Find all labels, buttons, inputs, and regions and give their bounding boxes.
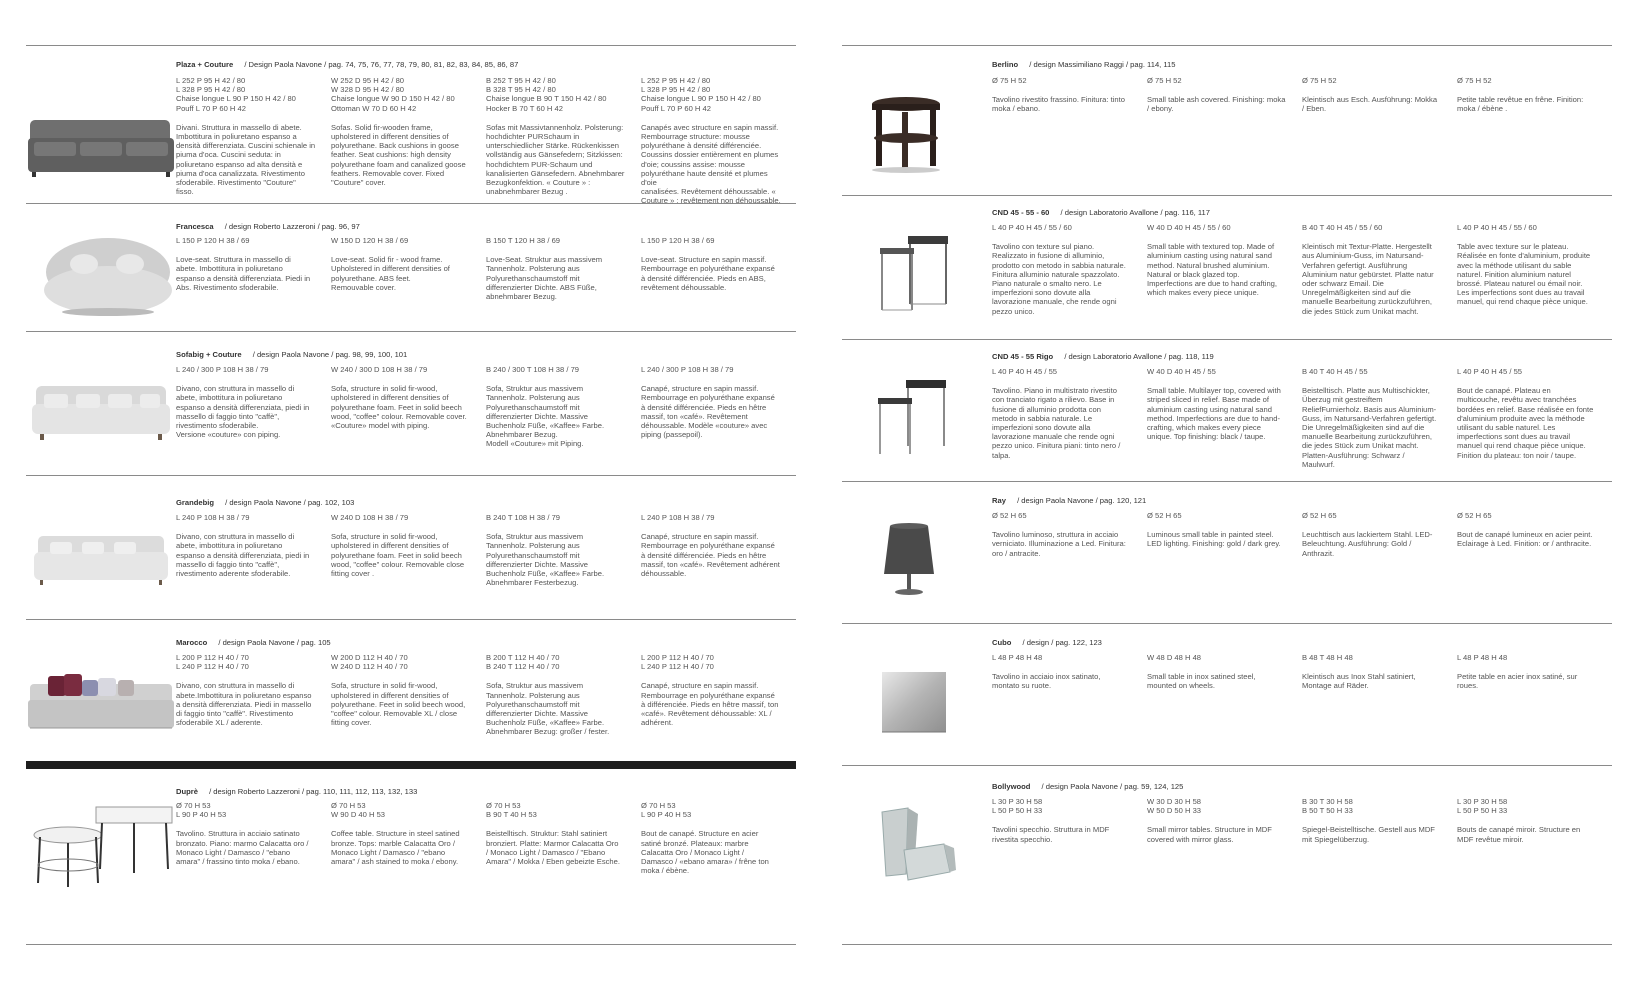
product-design: / design Paola Navone / pag. 105 bbox=[218, 638, 331, 647]
dimensions: L 200 P 112 H 40 / 70 L 240 P 112 H 40 / 70 bbox=[176, 653, 249, 672]
description: Tavolino con texture sul piano. Realizzato in fusione di alluminio, prodotto con metodo in sabbia naturale. Finitura alluminio naturale spazzolato. Piano naturale o smalto nero. Le imperfezioni sono dovute alla lavorazione manuale, che rende ogni pezzo unico. bbox=[992, 242, 1126, 316]
dimensions: B 48 T 48 H 48 bbox=[1302, 653, 1353, 662]
column-en bbox=[1147, 76, 1289, 114]
dimensions: Ø 70 H 53 L 90 P 40 H 53 bbox=[641, 801, 692, 820]
column-fr bbox=[1457, 76, 1599, 114]
product-name: Marocco bbox=[176, 638, 208, 647]
column-de bbox=[486, 76, 628, 196]
dimensions: L 48 P 48 H 48 bbox=[992, 653, 1043, 662]
dimensions: Ø 70 H 53 B 90 T 40 H 53 bbox=[486, 801, 537, 820]
product-name: CND 45 - 55 Rigo bbox=[992, 352, 1054, 361]
product-name: Bollywood bbox=[992, 782, 1031, 791]
dimensions: W 150 D 120 H 38 / 69 bbox=[331, 236, 409, 245]
dimensions: L 252 P 95 H 42 / 80 L 328 P 95 H 42 / 80 Chaise longue L 90 P 150 H 42 / 80 Pouff L 70 P 60 H 42 bbox=[176, 76, 296, 113]
description: Small table. Multilayer top, covered with striped sliced in relief. Base made of aluminium casting using natural sand method. Imperfections are due to hand- crafting, which makes every piece unique. Top finishing: black / taupe. bbox=[1147, 386, 1281, 442]
column-en bbox=[331, 513, 473, 578]
dimensions: W 240 / 300 D 108 H 38 / 79 bbox=[331, 365, 428, 374]
description: Small mirror tables. Structure in MDF covered with mirror glass. bbox=[1147, 825, 1272, 844]
dimensions: W 48 D 48 H 48 bbox=[1147, 653, 1202, 662]
column-it bbox=[176, 653, 318, 727]
column-en bbox=[1147, 653, 1289, 691]
column-en bbox=[1147, 367, 1289, 441]
sofabig-icon bbox=[26, 354, 176, 464]
description: Love-seat. Structure en sapin massif. Rembourrage en polyuréthane expansé à densité différenciée. Pieds en ABS, revêtement déhoussable. bbox=[641, 255, 775, 292]
description: Tavolino. Piano in multistrato rivestito con tranciato rigato a rilievo. Base in fusione di alluminio prodotta con metodo in sabbia naturale. Le imperfezioni sono dovute alla lavorazione manuale che rende ogni pezzo unico. Finitura piani: tinto nero / talpa. bbox=[992, 386, 1121, 460]
product-ray bbox=[842, 481, 1612, 624]
description: Petite table revêtue en frêne. Finition: moka / ébène . bbox=[1457, 95, 1584, 114]
product-name: Francesca bbox=[176, 222, 214, 231]
description: Love-Seat. Struktur aus massivem Tannenholz. Polsterung aus Polyurethanschaumstoff mit differenzierter Dichte. ABS Füße, abnehmbarer Bezug. bbox=[486, 255, 603, 302]
description: Leuchttisch aus lackiertem Stahl. LED- Beleuchtung. Ausführung: Gold / Anthrazit. bbox=[1302, 530, 1433, 558]
dimensions: B 200 T 112 H 40 / 70 B 240 T 112 H 40 / 70 bbox=[486, 653, 560, 672]
product-design: / design Paola Navone / pag. 102, 103 bbox=[225, 498, 355, 507]
description: Canapé, structure en sapin massif. Rembourrage en polyuréthane expansé à différenciée. Pieds en hêtre massif, ton «café». Revêtement déhoussable: XL / adhérent. bbox=[641, 681, 779, 728]
product-title bbox=[992, 60, 1176, 69]
product-design: / design Paola Navone / pag. 120, 121 bbox=[1017, 496, 1147, 505]
description: Sofa, structure in solid fir-wood, upholstered in different densities of polyurethane foam. Feet in solid beech wood, "coffee" colour. Removable cover. «Couture» model with piping. bbox=[331, 384, 467, 431]
page-bottom-rule bbox=[26, 944, 796, 945]
column-de bbox=[1302, 653, 1444, 691]
marocco-icon bbox=[26, 644, 176, 754]
description: Canapé, structure en sapin massif. Rembourrage en polyuréthane expansé à densité différenciée. Pieds en hêtre massif, ton «café». Revêtement adhérent déhoussable. bbox=[641, 532, 780, 579]
product-name: Plaza + Couture bbox=[176, 60, 234, 69]
description: Sofa, structure in solid fir-wood, upholstered in different densities of polyurethane. Feet in solid beech wood, "coffee" colour. Removable XL / close fitting cover. bbox=[331, 681, 466, 728]
dimensions: L 40 P 40 H 45 / 55 bbox=[992, 367, 1058, 376]
column-de bbox=[1302, 76, 1444, 114]
product-berlino bbox=[842, 45, 1612, 196]
dimensions: L 40 P 40 H 45 / 55 / 60 bbox=[1457, 223, 1537, 232]
description: Sofas. Solid fir-wooden frame, upholstered in different densities of polyurethane. Back cushions in goose feather. Seat cushions: high density polyurethane foam and canalized goose feathers. Removable cover. Fixed "Couture" cover. bbox=[331, 122, 466, 188]
column-it bbox=[992, 797, 1134, 844]
description: Coffee table. Structure in steel satined bronze. Tops: marble Calacatta Oro / Monaco Light / Damasco / "ebano amara" / ash stained to moka / ebony. bbox=[331, 829, 460, 867]
product-bollywood bbox=[842, 765, 1612, 908]
description: Small table in inox satined steel, mounted on wheels. bbox=[1147, 672, 1256, 691]
column-en bbox=[331, 365, 473, 430]
dimensions: L 240 / 300 P 108 H 38 / 79 bbox=[176, 365, 269, 374]
product-marocco bbox=[26, 619, 796, 762]
column-de bbox=[1302, 797, 1444, 844]
cubo-icon bbox=[842, 646, 992, 756]
loveseat-icon bbox=[26, 224, 176, 334]
description: Love-seat. Struttura in massello di abete. Imbottitura in poliuretano espanso a densità differenziata. Piedi in Abs. Rivestimento sfoderabile. bbox=[176, 255, 311, 292]
description: Tavolini specchio. Struttura in MDF rivestita specchio. bbox=[992, 825, 1110, 844]
description: Tavolino in acciaio inox satinato, montato su ruote. bbox=[992, 672, 1101, 691]
product-title bbox=[992, 638, 1102, 647]
product-grandebig bbox=[26, 475, 796, 620]
description: Divano, con struttura in massello di abete, imbottitura in poliuretano espanso a densità differenziata, piedi in massello di faggio tinto "caffè", rivestimento aderente sfoderabile. bbox=[176, 532, 310, 579]
column-it bbox=[176, 365, 318, 439]
column-fr bbox=[641, 513, 783, 578]
dimensions: B 240 T 108 H 38 / 79 bbox=[486, 513, 561, 522]
column-en bbox=[1147, 511, 1289, 549]
column-fr bbox=[641, 801, 783, 875]
dimensions: Ø 52 H 65 bbox=[1147, 511, 1182, 520]
dimensions: L 240 P 108 H 38 / 79 bbox=[641, 513, 715, 522]
product-title bbox=[176, 638, 331, 647]
description: Petite table en acier inox satiné, sur roues. bbox=[1457, 672, 1578, 691]
dimensions: Ø 52 H 65 bbox=[1302, 511, 1337, 520]
column-de bbox=[486, 653, 628, 737]
dimensions: Ø 75 H 52 bbox=[1147, 76, 1182, 85]
product-cnd-45-55-60 bbox=[842, 195, 1612, 340]
dimensions: Ø 75 H 52 bbox=[992, 76, 1027, 85]
description: Love-seat. Solid fir - wood frame. Upholstered in different densities of polyurethane. ABS feet. Remouvable cover. bbox=[331, 255, 450, 292]
description: Sofas mit Massivtannenholz. Polsterung: hochdichter PURSchaum in unterschiedlicher Stärke. Rückenkissen vollständig aus Gänsefedern; Sitzkissen: hochdichtem PUR-Schaum und kanalisierten Gänsefedern. Abnehmbarer Bezugkonfektion. « Couture » : unabnehmbarer Bezug . bbox=[486, 122, 625, 197]
dimensions: L 200 P 112 H 40 / 70 L 240 P 112 H 40 / 70 bbox=[641, 653, 714, 672]
column-en bbox=[331, 801, 473, 866]
dimensions: L 150 P 120 H 38 / 69 bbox=[641, 236, 715, 245]
product-name: Cubo bbox=[992, 638, 1012, 647]
dimensions: B 252 T 95 H 42 / 80 B 328 T 95 H 42 / 80 Chaise longue B 90 T 150 H 42 / 80 Hocker B 70 T 60 H 42 bbox=[486, 76, 607, 113]
product-design: / design Paola Navone / pag. 98, 99, 100, 101 bbox=[252, 350, 408, 359]
product-design: / design Roberto Lazzeroni / pag. 96, 97 bbox=[224, 222, 360, 231]
column-it bbox=[176, 801, 318, 866]
dimensions: Ø 70 H 53 L 90 P 40 H 53 bbox=[176, 801, 227, 820]
product-title bbox=[992, 496, 1146, 505]
product-title bbox=[176, 787, 417, 796]
dimensions: W 40 D 40 H 45 / 55 bbox=[1147, 367, 1216, 376]
column-fr bbox=[641, 653, 783, 727]
column-it bbox=[176, 513, 318, 578]
product-design: / Design Paola Navone / pag. 74, 75, 76, 77, 78, 79, 80, 81, 82, 83, 84, 85, 86, 87 bbox=[244, 60, 519, 69]
dimensions: Ø 52 H 65 bbox=[992, 511, 1027, 520]
product-cnd-45-55-rigo bbox=[842, 339, 1612, 482]
description: Bout de canapé. Plateau en multicouche, revêtu avec tranchées bordées en relief. Base réalisée en fonte d'aluminium produite avec la méthode utilisant du sable naturel. Les imperfections sont dues au travail manuel qui rend chaque pièce unique. Finition du plateau: ton noir / taupe. bbox=[1457, 386, 1594, 460]
description: Bout de canapé lumineux en acier peint. Eclairage à Led. Finition: or / anthracite. bbox=[1457, 530, 1593, 549]
description: Beistelltisch. Platte aus Multischickter, Überzug mit gestreiftem ReliefFurnierholz. Basis aus Aluminium- Guss, im Natursand-Verfahren gefertigt. Die Unregelmäßigkeiten sind auf die manuelle Bearbeitung zurückzuführen, die jedes Stück zum Unikat macht. Platten-Ausführung: Schwarz / Maulwurf. bbox=[1302, 386, 1437, 469]
column-de bbox=[486, 236, 628, 301]
description: Divani. Struttura in massello di abete. Imbottitura in poliuretano espanso a densità differenziata. Cuscini schienale in piuma d'oca. Cuscini seduta: in poliuretano espanso ad alta densità e piuma d'oca canalizzata. Rivestimento sfoderabile. Rivestimento "Couture" fisso. bbox=[176, 122, 316, 197]
product-name: Grandebig bbox=[176, 498, 214, 507]
description: Sofa, structure in solid fir-wood, upholstered in different densities of polyurethane foam. Feet in solid beech wood, "coffee" colour. Removable close fitting cover . bbox=[331, 532, 465, 579]
dupre-icon bbox=[26, 789, 176, 899]
column-fr bbox=[641, 365, 783, 439]
product-name: Berlino bbox=[992, 60, 1019, 69]
product-title bbox=[992, 782, 1183, 791]
product-title bbox=[176, 498, 354, 507]
bollywood-mirror-tables-icon bbox=[842, 786, 992, 896]
column-fr bbox=[1457, 223, 1599, 307]
description: Kleintisch aus Inox Stahl satiniert, Montage auf Räder. bbox=[1302, 672, 1416, 691]
dimensions: L 40 P 40 H 45 / 55 bbox=[1457, 367, 1523, 376]
product-sofabig-couture bbox=[26, 331, 796, 476]
dimensions: W 30 D 30 H 58 W 50 D 50 H 33 bbox=[1147, 797, 1202, 816]
product-name: Ray bbox=[992, 496, 1006, 505]
column-de bbox=[1302, 367, 1444, 469]
dimensions: W 200 D 112 H 40 / 70 W 240 D 112 H 40 / 70 bbox=[331, 653, 408, 672]
dimensions: L 252 P 95 H 42 / 80 L 328 P 95 H 42 / 80 Chaise longue L 90 P 150 H 42 / 80 Pouff L 70 P 60 H 42 bbox=[641, 76, 761, 113]
grandebig-icon bbox=[26, 500, 176, 610]
product-name: Sofabig + Couture bbox=[176, 350, 242, 359]
column-fr bbox=[1457, 511, 1599, 549]
description: Bouts de canapé miroir. Structure en MDF revêtue miroir. bbox=[1457, 825, 1581, 844]
description: Divano, con struttura in massello di abete, imbottitura in poliuretano espanso a densità differenziata, piedi in massello di faggio tinto "caffè", rivestimento sfoderabile. Versione «couture» con piping. bbox=[176, 384, 310, 440]
dimensions: W 240 D 108 H 38 / 79 bbox=[331, 513, 409, 522]
description: Small table with textured top. Made of aluminium casting using natural sand method. Natural brushed aluminium. Natural or black glazed top. Imperfections are due to hand crafting, which makes every piece unique. bbox=[1147, 242, 1278, 298]
dimensions: L 150 P 120 H 38 / 69 bbox=[176, 236, 250, 245]
product-name: Duprè bbox=[176, 787, 198, 796]
product-design: / design Laboratorio Avallone / pag. 118, 119 bbox=[1064, 352, 1214, 361]
dimensions: B 150 T 120 H 38 / 69 bbox=[486, 236, 561, 245]
product-title bbox=[992, 352, 1214, 361]
dimensions: L 30 P 30 H 58 L 50 P 50 H 33 bbox=[992, 797, 1043, 816]
dimensions: L 40 P 40 H 45 / 55 / 60 bbox=[992, 223, 1072, 232]
column-fr bbox=[1457, 653, 1599, 691]
dimensions: L 48 P 48 H 48 bbox=[1457, 653, 1508, 662]
column-de bbox=[1302, 223, 1444, 316]
dimensions: B 30 T 30 H 58 B 50 T 50 H 33 bbox=[1302, 797, 1353, 816]
description: Tavolino luminoso, struttura in acciaio verniciato. Illuminazione a Led. Finitura: oro / antracite. bbox=[992, 530, 1126, 558]
description: Table avec texture sur le plateau. Réalisée en fonte d'aluminium, produite avec la méthode utilisant du sable naturel. Finition aluminium naturel brossé. Plateau naturel ou émail noir. Les imperfections sont dues au travail manuel, qui rend chaque pièce unique. bbox=[1457, 242, 1591, 307]
product-cubo bbox=[842, 623, 1612, 766]
dimensions: L 240 P 108 H 38 / 79 bbox=[176, 513, 250, 522]
column-fr bbox=[641, 76, 783, 206]
cnd-tables-icon bbox=[842, 218, 992, 328]
description: Sofa, Struktur aus massivem Tannenholz. Polsterung aus Polyurethanschaumstoff mit differenzierter Dichte. Massive Buchenholz Füße, «Kaffee» Farbe. Abnehmbarer Festerbezug. bbox=[486, 532, 605, 588]
product-title bbox=[992, 208, 1210, 217]
description: Canapés avec structure en sapin massif. Rembourrage structure: mousse polyuréthane à densité différenciée. Coussins dossier entièrement en plumes d'oie; coussins assise: mousse polyuréthane haute densité et plumes d'oie canalisées. Revêtement déhoussable. « Couture » : revêtement non déhoussable. bbox=[641, 122, 781, 206]
dimensions: Ø 52 H 65 bbox=[1457, 511, 1492, 520]
product-title bbox=[176, 350, 407, 359]
dimensions: B 40 T 40 H 45 / 55 / 60 bbox=[1302, 223, 1383, 232]
description: Kleintisch mit Textur-Platte. Hergestellt aus Aluminium-Guss, im Natursand- Verfahren gefertigt. Ausführung Aluminium natur gebürstet. Platte natur oder schwarz Email. Die Unregelmäßigkeiten sind auf die manuelle Bearbeitung zurückzuführen, die jedes Stück zum Unikat macht. bbox=[1302, 242, 1434, 316]
column-it bbox=[176, 76, 318, 196]
column-de bbox=[486, 365, 628, 449]
product-design: / design Laboratorio Avallone / pag. 116, 117 bbox=[1060, 208, 1210, 217]
description: Tavolino rivestito frassino. Finitura: tinto moka / ebano. bbox=[992, 95, 1125, 114]
product-dupre bbox=[26, 761, 796, 912]
dimensions: B 240 / 300 T 108 H 38 / 79 bbox=[486, 365, 580, 374]
dimensions: Ø 70 H 53 W 90 D 40 H 53 bbox=[331, 801, 386, 820]
right-page bbox=[842, 0, 1612, 990]
dimensions: Ø 75 H 52 bbox=[1457, 76, 1492, 85]
description: Luminous small table in painted steel. LED lighting. Finishing: gold / dark grey. bbox=[1147, 530, 1281, 549]
description: Canapé, structure en sapin massif. Rembourrage en polyuréthane expansé à densité différenciée. Pieds en hêtre massif, ton «café». Revêtement déhoussable. Modèle «couture» avec piping (passepoil). bbox=[641, 384, 775, 440]
description: Tavolino. Struttura in acciaio satinato bronzato. Piano: marmo Calacatta oro / Monaco Light / Damasco / "ebano amara" / frassino tinto moka / ebano. bbox=[176, 829, 309, 867]
column-it bbox=[992, 367, 1134, 460]
column-it bbox=[992, 511, 1134, 558]
description: Divano, con struttura in massello di abete.Imbottitura in poliuretano espanso a densità differenziata. Piedi in massello di faggio tinto "caffè". Rivestimento sfoderabile XL / aderente. bbox=[176, 681, 312, 728]
description: Beistelltisch. Struktur: Stahl satiniert bronziert. Platte: Marmor Calacatta Oro / Monaco Light / Damasco / "Ebano Amara" / Mokka / Eben gebeizte Esche. bbox=[486, 829, 620, 867]
product-design: / design Roberto Lazzeroni / pag. 110, 111, 112, 113, 132, 133 bbox=[209, 787, 418, 796]
cnd-rigo-icon bbox=[842, 362, 992, 472]
column-it bbox=[176, 236, 318, 292]
column-de bbox=[486, 801, 628, 866]
column-it bbox=[992, 223, 1134, 316]
column-fr bbox=[641, 236, 783, 292]
column-fr bbox=[1457, 367, 1599, 460]
column-it bbox=[992, 653, 1134, 691]
column-de bbox=[1302, 511, 1444, 558]
description: Kleintisch aus Esch. Ausführung: Mokka / Eben. bbox=[1302, 95, 1438, 114]
product-francesca bbox=[26, 203, 796, 332]
dimensions: L 240 / 300 P 108 H 38 / 79 bbox=[641, 365, 734, 374]
product-title bbox=[176, 222, 360, 231]
column-it bbox=[992, 76, 1134, 114]
description: Sofa, Struktur aus massivem Tannenholz. Polsterung aus Polyurethanschaumstoff mit differenzierter Dichte. Massive Buchenholz Füße, «Kaffee» Farbe. Abnehmbarer Bezug. Modell «Couture» mit Piping. bbox=[486, 384, 605, 449]
column-en bbox=[1147, 223, 1289, 297]
column-en bbox=[331, 653, 473, 727]
page-bottom-rule bbox=[842, 944, 1612, 945]
column-en bbox=[1147, 797, 1289, 844]
product-design: / design Massimiliano Raggi / pag. 114, 115 bbox=[1029, 60, 1176, 69]
dimensions: L 30 P 30 H 58 L 50 P 50 H 33 bbox=[1457, 797, 1508, 816]
column-en bbox=[331, 236, 473, 292]
description: Sofa, Struktur aus massivem Tannenholz. Polsterung aus Polyurethanschaumstoff mit differenzierter Dichte. Massive Buchenholz Füße, «Kaffee» Farbe. Abnehmbarer Bezug: großer / fester. bbox=[486, 681, 610, 737]
dimensions: Ø 75 H 52 bbox=[1302, 76, 1337, 85]
berlino-table-icon bbox=[842, 76, 992, 186]
left-page bbox=[26, 0, 796, 990]
product-title bbox=[176, 60, 518, 69]
description: Spiegel-Beistelltische. Gestell aus MDF mit Spiegelüberzug. bbox=[1302, 825, 1435, 844]
ray-lamp-table-icon bbox=[842, 504, 992, 614]
product-name: CND 45 - 55 - 60 bbox=[992, 208, 1050, 217]
dimensions: W 40 D 40 H 45 / 55 / 60 bbox=[1147, 223, 1231, 232]
description: Small table ash covered. Finishing: moka / ebony. bbox=[1147, 95, 1286, 114]
dimensions: B 40 T 40 H 45 / 55 bbox=[1302, 367, 1368, 376]
dimensions: W 252 D 95 H 42 / 80 W 328 D 95 H 42 / 80 Chaise longue W 90 D 150 H 42 / 80 Ottoman W 70 D 60 H 42 bbox=[331, 76, 455, 113]
product-plaza-couture bbox=[26, 45, 796, 204]
sofa-icon bbox=[26, 98, 176, 208]
column-fr bbox=[1457, 797, 1599, 844]
product-design: / design Paola Navone / pag. 59, 124, 125 bbox=[1041, 782, 1184, 791]
description: Bout de canapé. Structure en acier satiné bronzé. Plateaux: marbre Calacatta Oro / Monaco Light / Damasco / «ebano amara» / frêne ton moka / ébène. bbox=[641, 829, 769, 876]
column-de bbox=[486, 513, 628, 587]
product-design: / design / pag. 122, 123 bbox=[1022, 638, 1102, 647]
column-en bbox=[331, 76, 473, 187]
